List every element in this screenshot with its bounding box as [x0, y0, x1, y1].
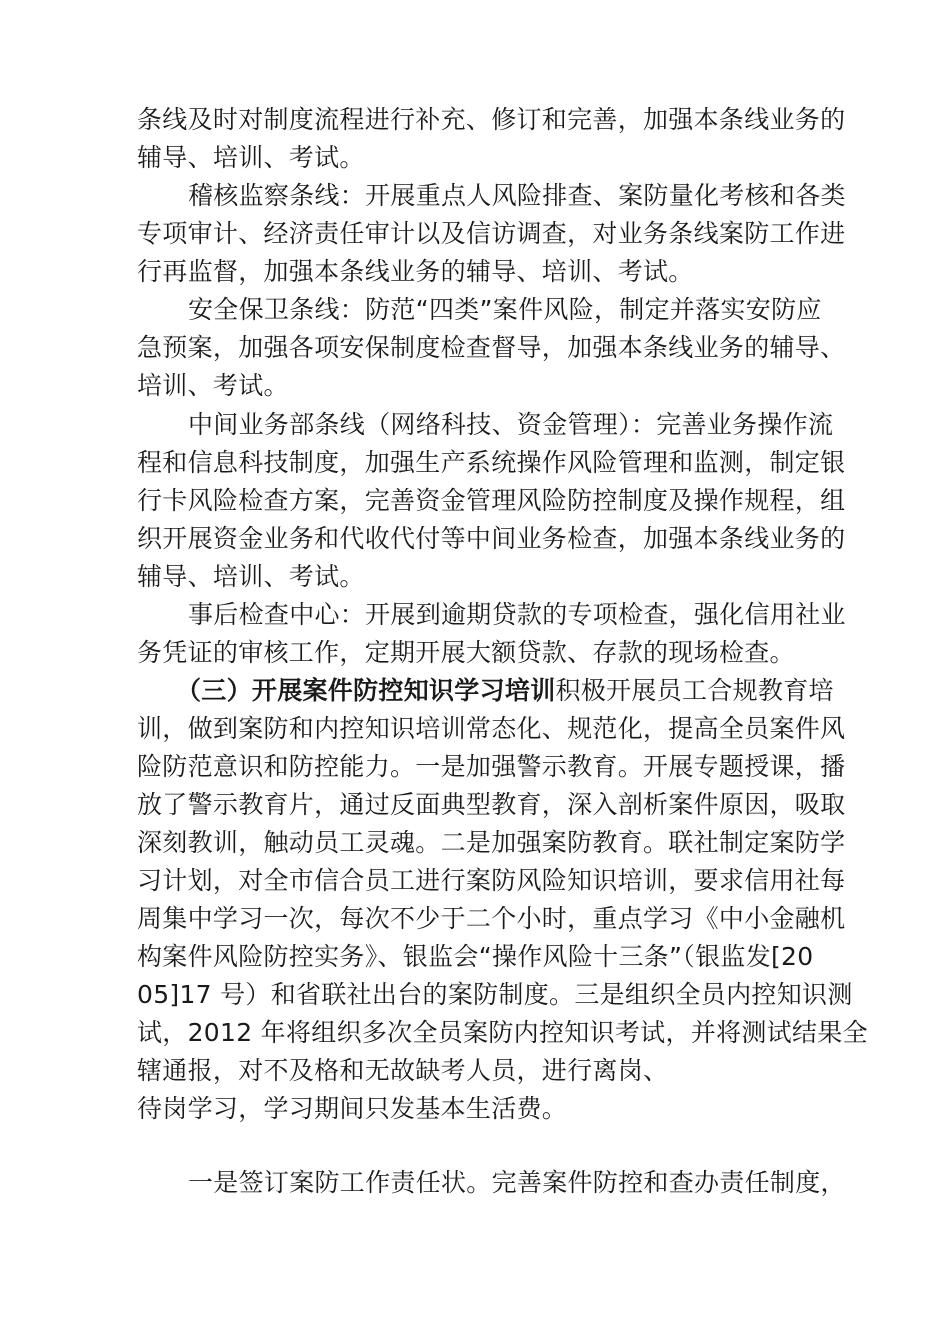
section-3-first-line	[176, 671, 834, 711]
text-line: 行再监督，加强本条线业务的辅导、培训、考试。	[137, 257, 694, 286]
paragraph-start: 中间业务部条线（网络科技、资金管理）：完善业务操作流	[188, 410, 834, 439]
text-line: 试，2012 年将组织多次全员案防内控知识考试，并将测试结果全	[137, 1018, 868, 1047]
text-line: 放了警示教育片，通过反面典型教育，深入剖析案件原因，吸取	[137, 790, 846, 819]
text-line: 辖通报，对不及格和无故缺考人员，进行离岗、	[137, 1056, 669, 1085]
section-3-first-line-text: 积极开展员工合规教育培	[555, 676, 834, 705]
text-line: 训，做到案防和内控知识培训常态化、规范化，提高全员案件风	[137, 714, 846, 743]
text-line: 条线及时对制度流程进行补充、修订和完善，加强本条线业务的	[137, 105, 846, 134]
paragraph-start: 安全保卫条线：防范“四类”案件风险，制定并落实安防应	[188, 295, 822, 324]
paragraph-start: 事后检查中心：开展到逾期贷款的专项检查，强化信用社业	[188, 600, 846, 629]
text-line: 培训、考试。	[137, 371, 289, 400]
text-line: 程和信息科技制度，加强生产系统操作风险管理和监测，制定银	[137, 448, 846, 477]
text-line: 构案件风险防控实务》、银监会“操作风险十三条”（银监发[20	[137, 942, 814, 971]
text-line: 辅导、培训、考试。	[137, 562, 365, 591]
text-line: 织开展资金业务和代收代付等中间业务检查，加强本条线业务的	[137, 524, 846, 553]
paragraph-start: 稽核监察条线：开展重点人风险排查、案防量化考核和各类	[188, 181, 846, 210]
text-line: 急预案，加强各项安保制度检查督导，加强本条线业务的辅导、	[137, 333, 846, 362]
text-line: 专项审计、经济责任审计以及信访调查，对业务条线案防工作进	[137, 219, 846, 248]
section-3-heading: （三）开展案件防控知识学习培训	[176, 676, 556, 705]
text-line: 习计划，对全市信合员工进行案防风险知识培训，要求信用社每	[137, 866, 846, 895]
text-line: 深刻教训，触动员工灵魂。二是加强案防教育。联社制定案防学	[137, 828, 846, 857]
text-line: 周集中学习一次，每次不少于二个小时，重点学习《中小金融机	[137, 904, 846, 933]
final-paragraph-start: 一是签订案防工作责任状。完善案件防控和查办责任制度，	[188, 1168, 846, 1197]
text-line: 05]17 号）和省联社出台的案防制度。三是组织全员内控知识测	[137, 980, 853, 1009]
text-line: 辅导、培训、考试。	[137, 143, 365, 172]
text-line: 险防范意识和防控能力。一是加强警示教育。开展专题授课，播	[137, 752, 846, 781]
text-line: 待岗学习，学习期间只发基本生活费。	[137, 1094, 568, 1123]
text-line: 行卡风险检查方案，完善资金管理风险防控制度及操作规程，组	[137, 486, 846, 515]
text-line: 务凭证的审核工作，定期开展大额贷款、存款的现场检查。	[137, 638, 795, 667]
